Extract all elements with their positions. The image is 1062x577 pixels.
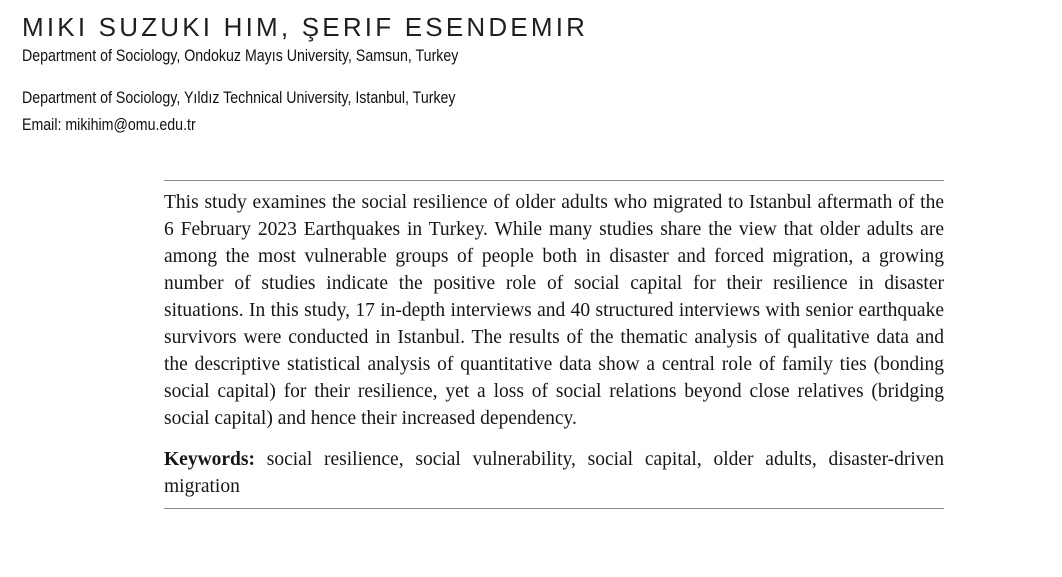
- keywords-line: [164, 446, 944, 500]
- abstract-section: [164, 180, 944, 509]
- author-names: MIKI SUZUKI HIM, ŞERIF ESENDEMIR: [22, 12, 589, 42]
- affiliation-ondokuz-mayis: Department of Sociology, Ondokuz Mayıs University, Samsun, Turkey: [22, 47, 459, 65]
- keywords-text: social resilience, social vulnerability, social capital, older adults, disaster-driven migration: [164, 449, 944, 497]
- author-email: Email: mikihim@omu.edu.tr: [22, 116, 196, 134]
- keywords-label: Keywords:: [164, 449, 255, 470]
- abstract-text: This study examines the social resilience of older adults who migrated to Istanbul aftermath of the 6 February 2023 Earthquakes in Turkey. While many studies share the view that older adults are among the most vulnerable groups of people both in disaster and forced migration, a growing number of studies indicate the positive role of social capital for their resilience in disaster situations. In this study, 17 in-depth interviews and 40 structured interviews with senior earthquake survivors were conducted in Istanbul. The results of the thematic analysis of qualitative data and the descriptive statistical analysis of quantitative data show a central role of family ties (bonding social capital) for their resilience, yet a loss of social relations beyond close relatives (bridging social capital) and hence their increased dependency.: [164, 192, 944, 429]
- affiliation-yildiz-technical: Department of Sociology, Yıldız Technical University, Istanbul, Turkey: [22, 89, 456, 107]
